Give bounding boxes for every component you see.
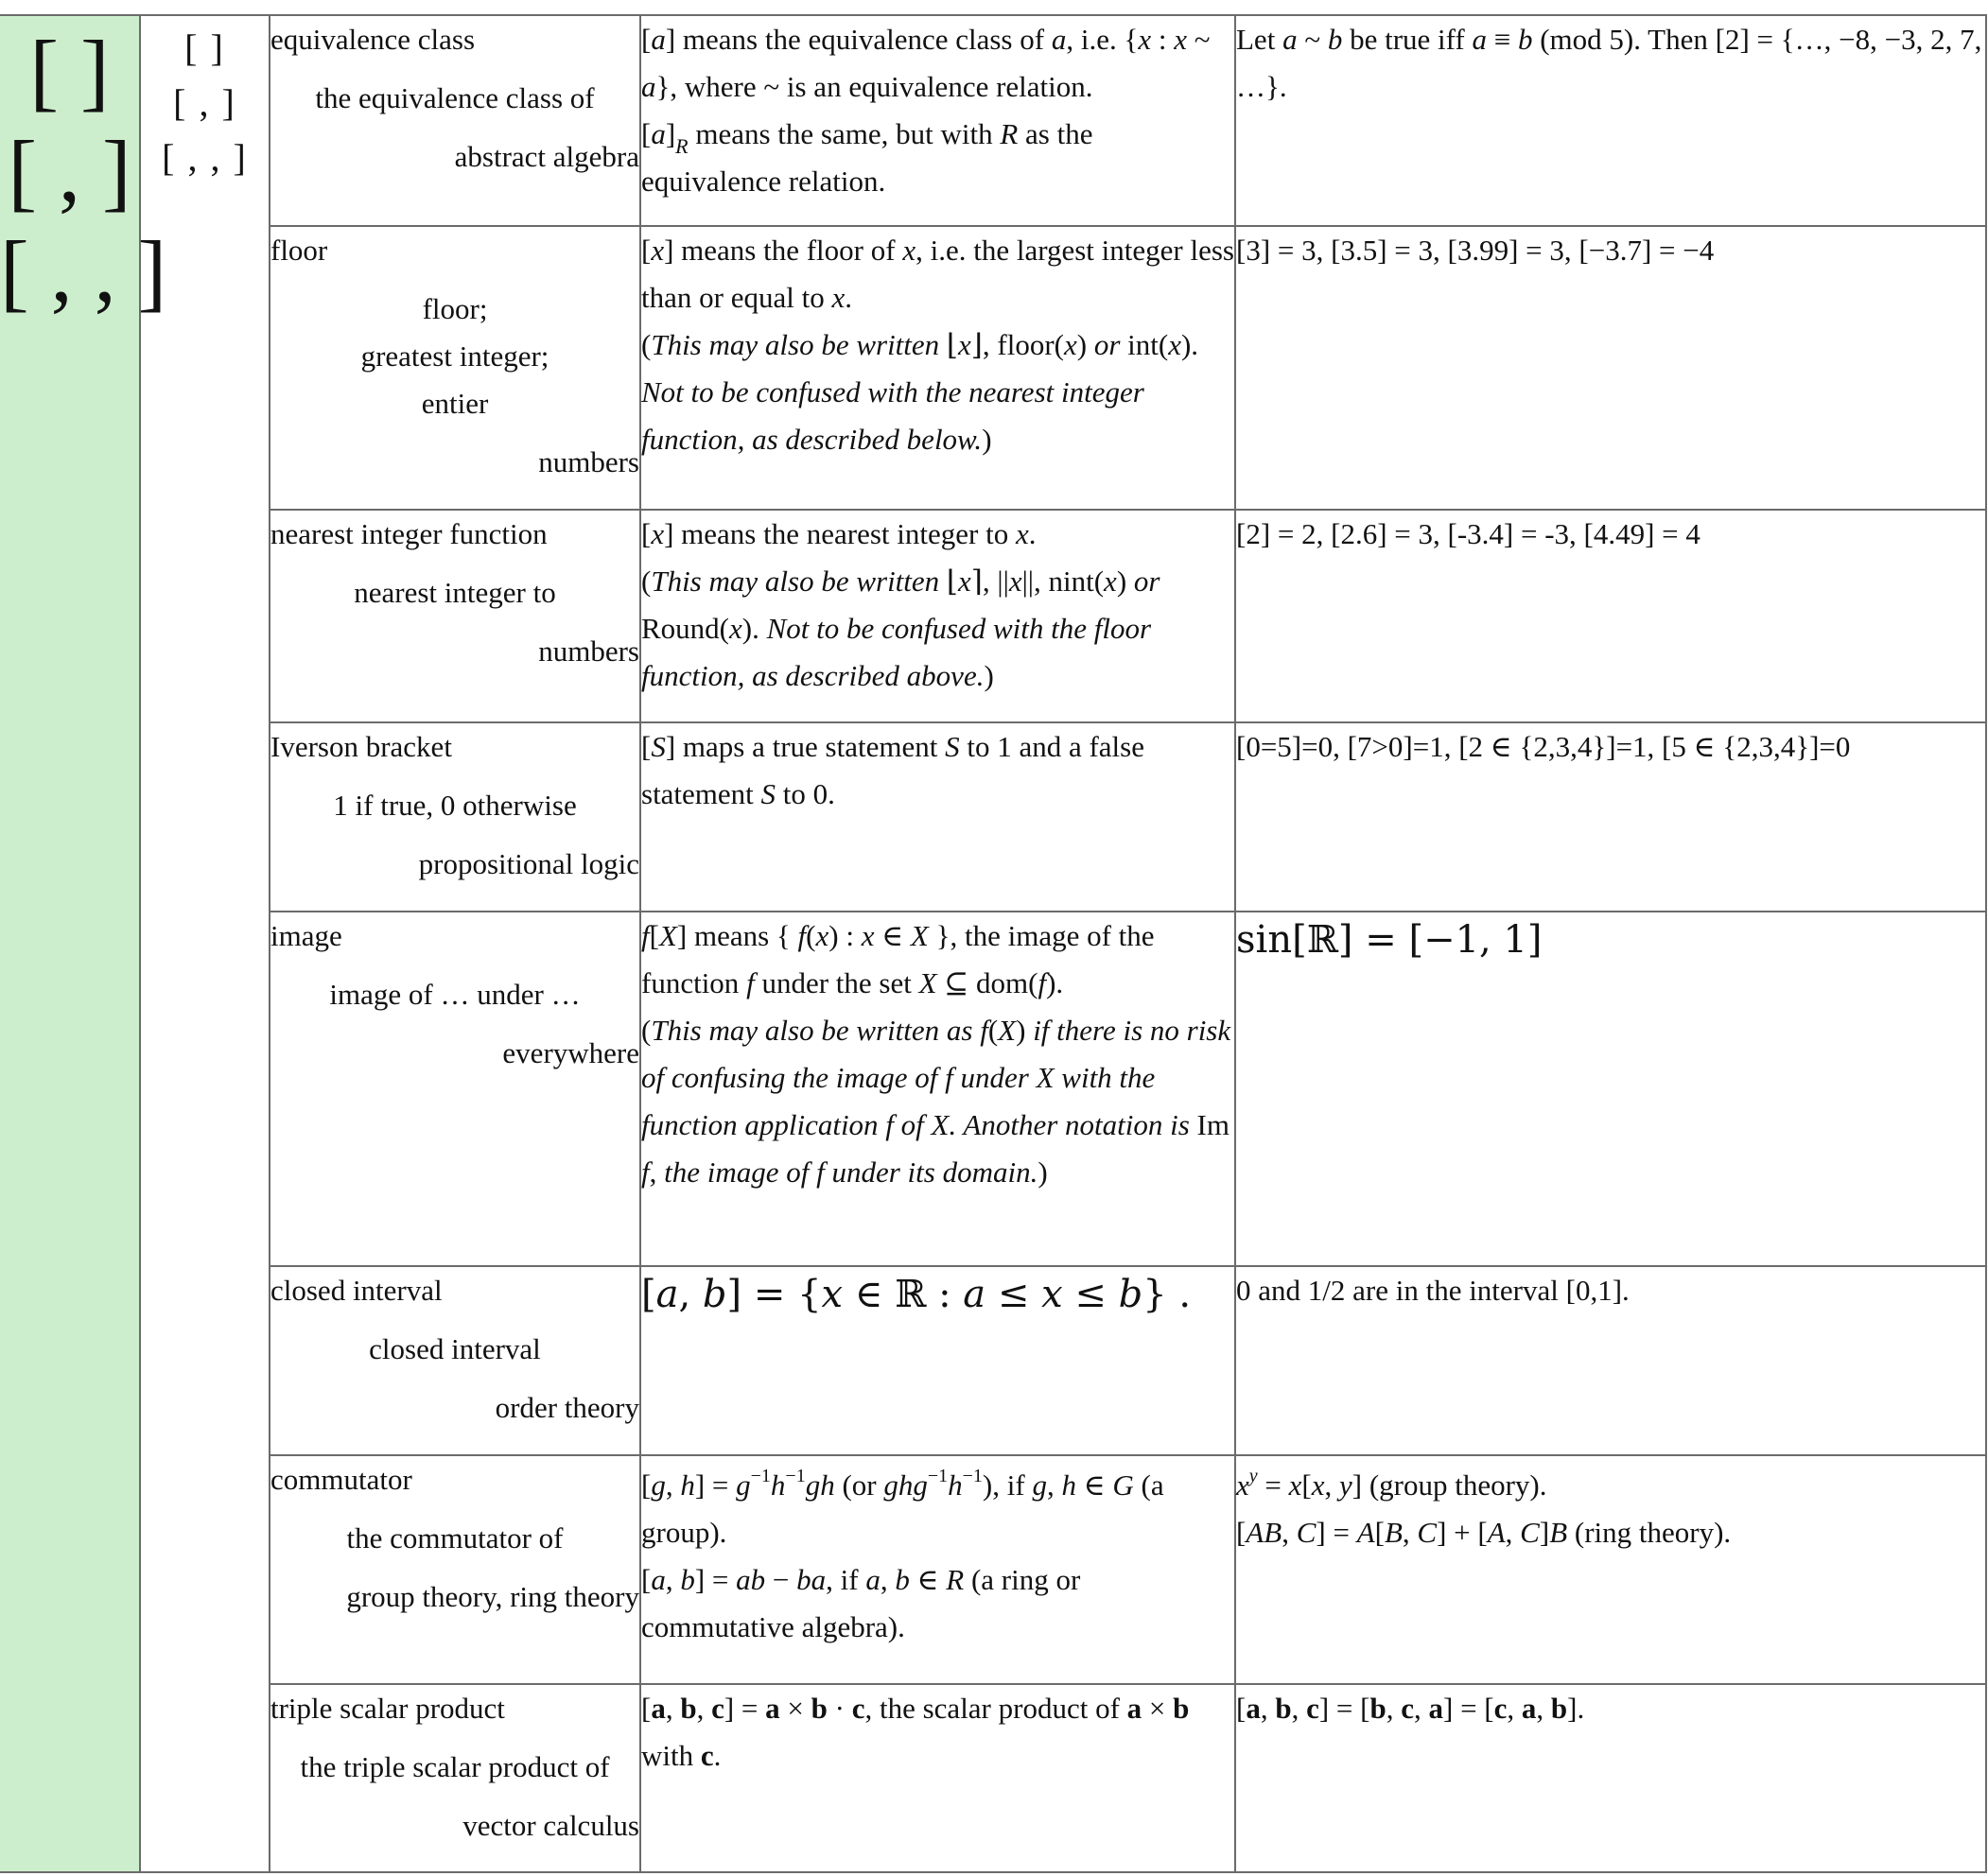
explanation-text: [a, b] = {x ∈ ℝ : a ≤ x ≤ b} .: [641, 1273, 1192, 1316]
symbol-small-1: [ ]: [184, 26, 225, 69]
row-name-cell: [270, 15, 640, 226]
notation-field: vector calculus: [462, 1809, 639, 1842]
notation-field: numbers: [538, 634, 639, 668]
explanation-cell: [640, 226, 1235, 510]
notation-reading: closed interval: [369, 1332, 541, 1365]
example-text: sin[ℝ] = [−1, 1]: [1236, 918, 1543, 962]
explanation-cell: [640, 912, 1235, 1266]
symbol-large-3: [ , , ]: [0, 223, 167, 320]
notation-field: order theory: [495, 1391, 639, 1424]
example-cell: [1235, 15, 1986, 226]
explanation-cell: [640, 722, 1235, 912]
explanation-cell: [640, 510, 1235, 722]
symbol-small-3: [ , , ]: [162, 136, 248, 179]
symbol-large-cell: [0, 15, 167, 1872]
notation-name: nearest integer function: [270, 517, 548, 550]
explanation-text: f[X] means { f(x) : x ∈ X }, the image of the function f under the set X ⊆ dom(f). (This may also be written as f(X) if there is no risk of confusing the image of f under X with the function application f of X. Another notation is Im f, the image of f under its domain.): [641, 919, 1231, 1189]
row-name-cell: [270, 912, 640, 1266]
notation-reading: the commutator of: [346, 1521, 564, 1555]
notation-field: group theory, ring theory: [346, 1580, 639, 1613]
explanation-cell: [640, 1266, 1235, 1455]
example-cell: [1235, 510, 1986, 722]
row-name-cell: [270, 1684, 640, 1872]
explanation-text: [S] maps a true statement S to 1 and a false statement S to 0.: [641, 730, 1144, 810]
notation-reading: 1 if true, 0 otherwise: [333, 789, 577, 822]
notation-reading: the equivalence class of: [315, 81, 595, 114]
notation-name: Iverson bracket: [270, 730, 452, 763]
notation-field: propositional logic: [418, 847, 639, 880]
example-text: [0=5]=0, [7>0]=1, [2 ∈ {2,3,4}]=1, [5 ∈ {2,3,4}]=0: [1236, 730, 1851, 763]
explanation-text: [a, b, c] = a × b · c, the scalar product of a × b with c.: [641, 1692, 1190, 1772]
notation-reading-line: floor;: [422, 292, 488, 325]
notation-name: triple scalar product: [270, 1692, 505, 1725]
example-text: [3] = 3, [3.5] = 3, [3.99] = 3, [−3.7] = −4: [1236, 234, 1715, 267]
notation-reading: the triple scalar product of: [300, 1750, 610, 1783]
notation-name: floor: [270, 234, 328, 267]
example-text: [a, b, c] = [b, c, a] = [c, a, b].: [1236, 1692, 1585, 1725]
example-text: 0 and 1/2 are in the interval [0,1].: [1236, 1274, 1630, 1307]
row-name-cell: [270, 226, 640, 510]
notation-name: commutator: [270, 1463, 412, 1496]
symbol-large-1: [ ]: [29, 23, 110, 119]
notation-field: everywhere: [502, 1036, 639, 1069]
example-cell: [1235, 912, 1986, 1266]
symbol-small-2: [ , ]: [173, 81, 236, 124]
example-text: [2] = 2, [2.6] = 3, [-3.4] = -3, [4.49] = 4: [1236, 517, 1700, 550]
explanation-cell: [640, 1455, 1235, 1684]
explanation-cell: [640, 15, 1235, 226]
example-cell: [1235, 722, 1986, 912]
explanation-text: [x] means the nearest integer to x. (This may also be written ⌊x⌉, ||x||, nint(x) or Round(x). Not to be confused with the floor function, as described above.): [641, 517, 1160, 692]
row-name-cell: [270, 722, 640, 912]
symbol-large-2: [ , ]: [8, 123, 131, 219]
explanation-text: [g, $h] = g^{-1}h^{-1}gh$ (or $ghg^{-1}h^{-1}$), if g, h ∈ G (a group). [a, b] = ab − ba, if a, b ∈ R (a ring or commutative algebra).: [641, 1466, 1164, 1643]
notation-field: abstract algebra: [454, 140, 639, 173]
notation-reading: image of … under …: [329, 978, 581, 1011]
example-text: Let a ~ b be true iff a ≡ b (mod 5). Then [2] = {…, −8, −3, 2, 7, …}.: [1236, 23, 1982, 103]
example-text: $x^y = x[x$, y] (group theory). [AB, C] = A[B, C] + [A, C]B (ring theory).: [1236, 1466, 1732, 1549]
notation-name: image: [270, 919, 342, 952]
notation-reading: nearest integer to: [354, 576, 556, 609]
explanation-text: [a] means the equivalence class of a, i.e. {x : x ~ a}, where ~ is an equivalence relation. $[a]_R$ means the same, but with R as the equivalence relation.: [641, 23, 1211, 198]
notation-reading-line: entier: [421, 387, 489, 420]
example-cell: [1235, 1455, 1986, 1684]
notation-name: equivalence class: [270, 23, 476, 56]
explanation-cell: [640, 1684, 1235, 1872]
explanation-text: [x] means the floor of x, i.e. the largest integer less than or equal to x. (This may also be written ⌊x⌋, floor(x) or int(x). Not to be confused with the nearest integer function, as described below.): [641, 234, 1234, 456]
example-cell: [1235, 1266, 1986, 1455]
notation-field: numbers: [538, 445, 639, 478]
notation-table: [0, 14, 1987, 1873]
row-name-cell: [270, 1266, 640, 1455]
row-name-cell: [270, 510, 640, 722]
notation-name: closed interval: [270, 1274, 443, 1307]
row-name-cell: [270, 1455, 640, 1684]
example-cell: [1235, 226, 1986, 510]
example-cell: [1235, 1684, 1986, 1872]
notation-reading-line: greatest integer;: [360, 339, 549, 373]
notation-reading: [270, 286, 639, 427]
